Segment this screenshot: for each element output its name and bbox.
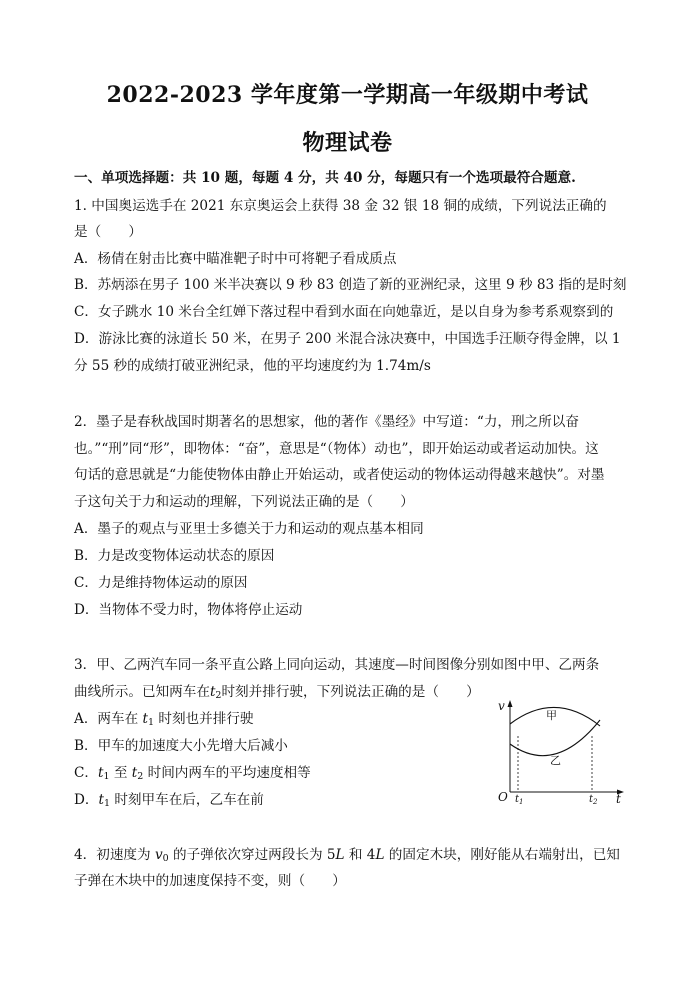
- curve-jia-label: 甲: [546, 709, 557, 722]
- question-1-stem-cont: 是（ ）: [74, 224, 142, 240]
- curve-yi-label: 乙: [550, 754, 561, 767]
- t-axis-label: t: [616, 792, 621, 804]
- question-2-stem: 2．墨子是春秋战国时期著名的思想家，他的著作《墨经》中写道：“力，刑之所以奋: [74, 414, 579, 430]
- question-2-stem-cont: 也。”“刑”同“形”，即物体：“奋”，意思是“（物体）动也”，即开始运动或者运动加快。这: [74, 441, 599, 457]
- question-2-option-a: A．墨子的观点与亚里士多德关于力和运动的观点基本相同: [74, 521, 424, 537]
- question-2-option-d: D．当物体不受力时，物体将停止运动: [74, 602, 303, 618]
- exam-title: 2022-2023 学年度第一学期高一年级期中考试: [106, 82, 589, 108]
- question-4-stem: 4．初速度为 $v_0$ 的子弹依次穿过两段长为 5L 和 4L 的固定木块，刚好能从右端射出，已知: [74, 847, 620, 864]
- question-1-option-d-cont: 分 55 秒的成绩打破亚洲纪录，他的平均速度约为 1.74m/s: [74, 358, 431, 374]
- question-3-option-d: D．$t_1$ 时刻甲车在后，乙车在前: [74, 792, 264, 809]
- question-4-stem-cont: 子弹在木块中的加速度保持不变，则（ ）: [74, 873, 346, 889]
- question-1-option-a: A．杨倩在射击比赛中瞄准靶子时中可将靶子看成质点: [74, 251, 397, 267]
- question-2-option-c: C．力是维持物体运动的原因: [74, 575, 248, 591]
- question-1-option-d: D．游泳比赛的泳道长 50 米，在男子 200 米混合泳决赛中，中国选手汪顺夺得金牌，以 1: [74, 331, 621, 347]
- question-2-stem-cont: 句话的意思就是“力能使物体由静止开始运动，或者使运动的物体运动得越来越快”。对墨: [74, 467, 605, 483]
- exam-subtitle: 物理试卷: [302, 130, 393, 156]
- question-2-option-b: B．力是改变物体运动状态的原因: [74, 548, 275, 564]
- question-3-option-b: B．甲车的加速度大小先增大后减小: [74, 738, 288, 754]
- origin-label: O: [498, 790, 508, 804]
- velocity-time-graph: [488, 694, 628, 804]
- question-3-option-c: C．$t_1$ 至 $t_2$ 时间内两车的平均速度相等: [74, 765, 311, 782]
- section-heading: 一、单项选择题：共 10 题，每题 4 分，共 40 分，每题只有一个选项最符合题意.: [74, 170, 576, 186]
- question-1-option-b: B．苏炳添在男子 100 米半决赛以 9 秒 83 创造了新的亚洲纪录，这里 9 秒 83 指的是时刻: [74, 277, 627, 293]
- t1-tick-label: $t_1$: [515, 794, 524, 804]
- question-3-stem: 3．甲、乙两汽车同一条平直公路上同向运动，其速度—时间图像分别如图中甲、乙两条: [74, 657, 600, 673]
- v-axis-label: v: [498, 699, 505, 713]
- v-axis-arrow: [508, 700, 513, 707]
- question-2-stem-cont: 子这句关于力和运动的理解，下列说法正确的是（ ）: [74, 494, 414, 510]
- question-1-stem: 1. 中国奥运选手在 2021 东京奥运会上获得 38 金 32 银 18 铜的成绩，下列说法正确的: [74, 198, 607, 214]
- curve-yi: [510, 720, 600, 756]
- t2-tick-label: $t_2$: [589, 794, 598, 804]
- question-1-option-c: C．女子跳水 10 米台全红婵下落过程中看到水面在向她靠近，是以自身为参考系观察到的: [74, 304, 614, 320]
- question-3-stem-cont: 曲线所示。已知两车在$t_2$时刻并排行驶，下列说法正确的是（ ）: [74, 684, 480, 701]
- question-3-option-a: A．两车在 $t_1$ 时刻也并排行驶: [74, 711, 254, 728]
